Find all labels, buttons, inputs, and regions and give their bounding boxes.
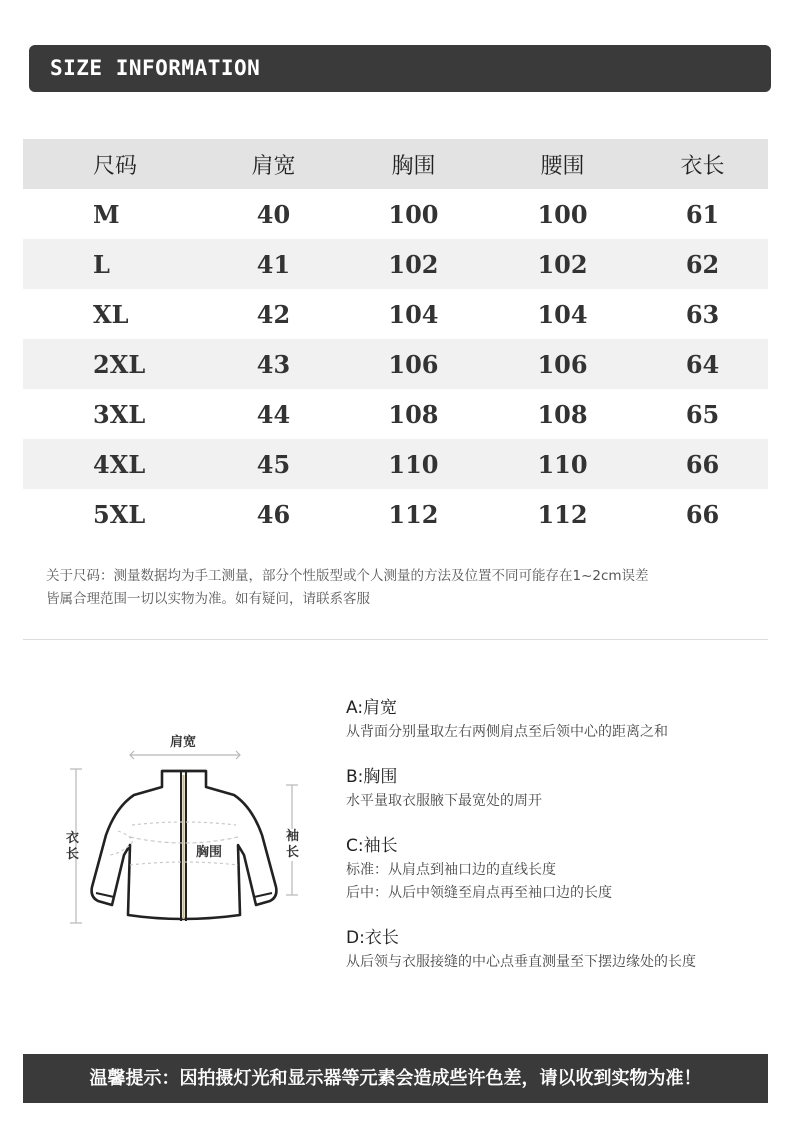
definition-title: B:胸围 — [346, 767, 398, 787]
column-header-waist: 腰围 — [488, 139, 637, 189]
size-note-line-1: 关于尺码：测量数据均为手工测量，部分个性版型或个人测量的方法及位置不同可能存在1~2cm误差 — [46, 568, 649, 584]
definition-text: 后中：从后中领缝至肩点再至袖口边的长度 — [346, 885, 612, 901]
column-header-shoulder: 肩宽 — [208, 139, 339, 189]
diagram-length-label — [66, 831, 79, 863]
column-header-size: 尺码 — [23, 139, 208, 189]
cell-length: 62 — [637, 239, 768, 289]
diagram-sleeve-label — [286, 829, 299, 861]
column-header-length: 衣长 — [637, 139, 768, 189]
section-divider — [23, 639, 768, 640]
cell-length: 66 — [637, 439, 768, 489]
cell-size: 5XL — [93, 499, 146, 529]
table-row — [23, 489, 768, 539]
cell-shoulder: 41 — [208, 239, 339, 289]
cell-shoulder: 42 — [256, 299, 291, 329]
cell-size: L — [23, 239, 208, 289]
table-row — [23, 389, 768, 439]
diagram-length-label-1: 衣 — [66, 831, 80, 846]
definition-chest — [346, 764, 776, 813]
measurement-definitions — [346, 695, 776, 994]
size-note — [46, 565, 776, 611]
cell-waist: 104 — [537, 299, 588, 329]
table-row — [23, 239, 768, 289]
cell-shoulder: 40 — [256, 199, 291, 229]
diagram-length-label-2: 长 — [66, 847, 80, 862]
page-title: SIZE INFORMATION — [50, 56, 261, 80]
definition-shoulder — [346, 695, 776, 744]
definition-length — [346, 925, 776, 974]
cell-waist: 110 — [488, 439, 637, 489]
cell-shoulder: 45 — [208, 439, 339, 489]
cell-shoulder: 43 — [208, 339, 339, 389]
definition-text: 标准：从肩点到袖口边的直线长度 — [346, 862, 556, 878]
cell-length: 66 — [685, 499, 720, 529]
cell-size: M — [93, 199, 120, 229]
cell-length: 65 — [685, 399, 720, 429]
cell-chest: 106 — [339, 339, 488, 389]
cell-chest: 112 — [388, 499, 439, 529]
cell-size: XL — [93, 299, 129, 329]
size-note-line-2: 皆属合理范围一切以实物为准。如有疑问，请联系客服 — [46, 591, 370, 607]
cell-waist: 102 — [488, 239, 637, 289]
cell-length: 61 — [685, 199, 720, 229]
cell-size: 4XL — [23, 439, 208, 489]
cell-waist: 100 — [537, 199, 588, 229]
definition-text: 从后领与衣服接缝的中心点垂直测量至下摆边缘处的长度 — [346, 954, 696, 970]
table-row — [23, 439, 768, 489]
cell-shoulder: 46 — [256, 499, 291, 529]
footer-bar — [23, 1054, 768, 1103]
cell-waist: 108 — [537, 399, 588, 429]
cell-chest: 110 — [339, 439, 488, 489]
cell-size: 3XL — [93, 399, 146, 429]
size-table — [23, 139, 768, 539]
table-row — [23, 339, 768, 389]
table-header-row — [23, 139, 768, 189]
jacket-measurement-diagram — [62, 725, 322, 935]
cell-chest: 108 — [388, 399, 439, 429]
table-row — [23, 189, 768, 239]
cell-chest: 100 — [388, 199, 439, 229]
cell-size: 2XL — [23, 339, 208, 389]
diagram-chest-label: 胸围 — [196, 845, 223, 860]
definition-text: 水平量取衣服腋下最宽处的周开 — [346, 793, 542, 809]
diagram-sleeve-label-2: 长 — [286, 845, 300, 860]
cell-length: 63 — [685, 299, 720, 329]
cell-length: 64 — [637, 339, 768, 389]
table-row — [23, 289, 768, 339]
definition-text: 从背面分别量取左右两侧肩点至后领中心的距离之和 — [346, 724, 668, 740]
definition-title: C:袖长 — [346, 836, 398, 856]
definition-sleeve — [346, 833, 776, 905]
column-header-chest: 胸围 — [339, 139, 488, 189]
header-bar — [29, 45, 771, 92]
cell-chest: 104 — [388, 299, 439, 329]
diagram-shoulder-label: 肩宽 — [170, 735, 197, 750]
diagram-sleeve-label-1: 袖 — [286, 829, 300, 844]
cell-waist: 106 — [488, 339, 637, 389]
definition-title: D:衣长 — [346, 928, 399, 948]
cell-chest: 102 — [339, 239, 488, 289]
cell-shoulder: 44 — [256, 399, 291, 429]
cell-waist: 112 — [537, 499, 588, 529]
definition-title: A:肩宽 — [346, 698, 398, 718]
jacket-outline-icon — [62, 725, 322, 935]
footer-notice: 温馨提示：因拍摄灯光和显示器等元素会造成些许色差，请以收到实物为准！ — [89, 1068, 702, 1089]
